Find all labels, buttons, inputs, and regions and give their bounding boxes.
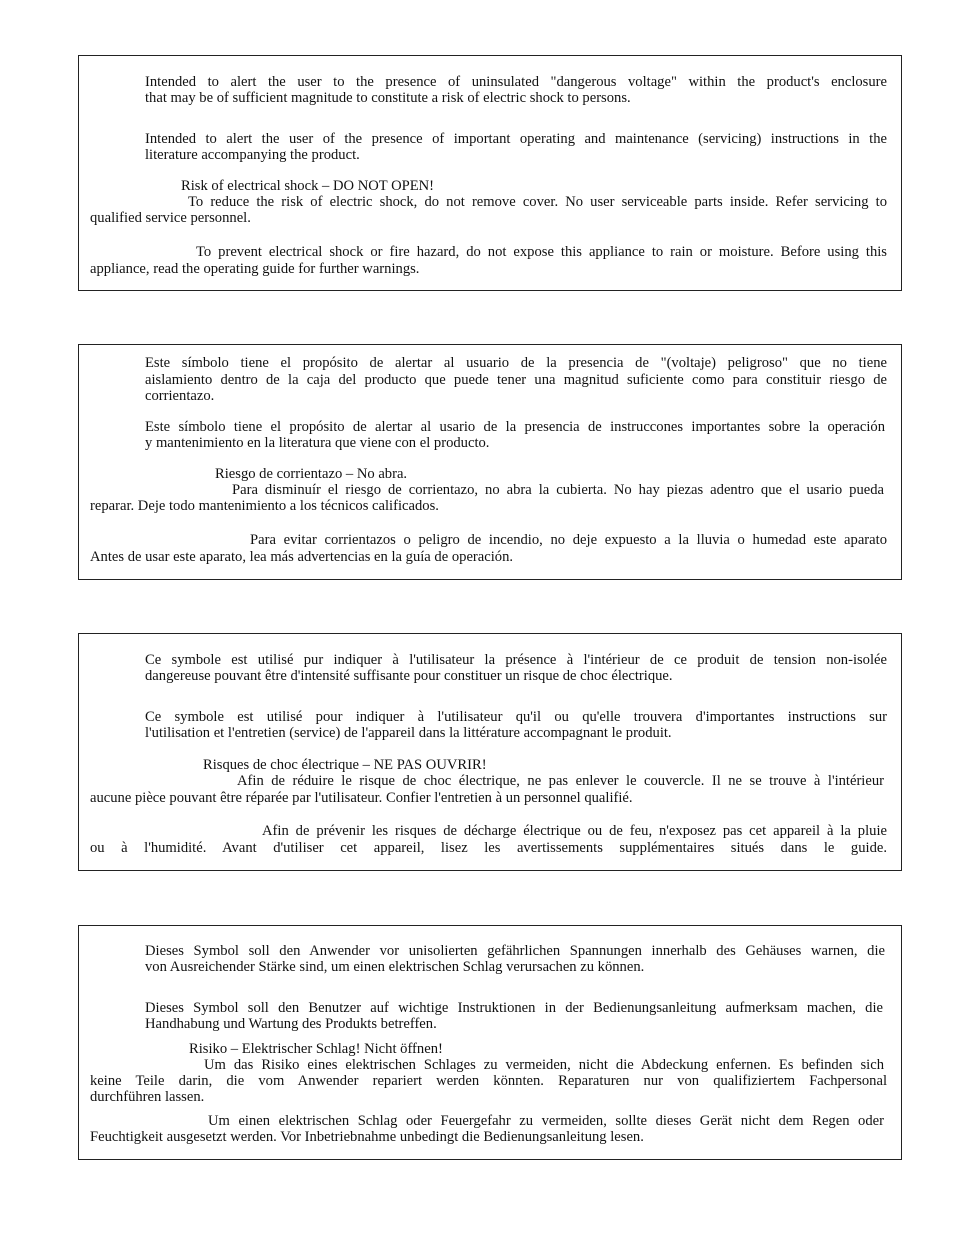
en-symbol-instructions-line-1: Intended to alert the user of the presence of important operating and maintenance (servicing) instructions in the (145, 131, 887, 147)
es-symbol-voltage-line-3: corrientazo. (145, 388, 215, 404)
en-symbol-voltage-line-1: Intended to alert the user to the presence of uninsulated "dangerous voltage" within the product's enclosure (145, 74, 887, 90)
fr-symbol-instructions-line-2: l'utilisation et l'entretien (service) de l'appareil dans la littérature accompagnant le produit. (145, 725, 672, 741)
es-symbol-instructions-line-2: y mantenimiento en la literatura que viene con el producto. (145, 435, 490, 451)
de-caution-line-3: durchführen lassen. (90, 1089, 205, 1105)
de-warning-line-1: Um einen elektrischen Schlag oder Feuergefahr zu vermeiden, sollte dieses Gerät nicht dem Regen oder (208, 1113, 884, 1129)
fr-warning-line-2: ou à l'humidité. Avant d'utiliser cet appareil, lisez les avertissements supplémentaires situés dans le guide. (90, 840, 887, 856)
en-warning-line-1: To prevent electrical shock or fire hazard, do not expose this appliance to rain or moisture. Before using this (196, 244, 887, 260)
es-symbol-instructions-line-1: Este símbolo tiene el propósito de alertar al usario de la presencia de instruccones importantes sobre la operación (145, 419, 885, 435)
es-warning-line-2: Antes de usar este aparato, lea más advertencias en la guía de operación. (90, 549, 514, 565)
de-symbol-voltage-line-1: Dieses Symbol soll den Anwender vor unisolierten gefährlichen Spannungen innerhalb des Gehäuses warnen, die (145, 943, 885, 959)
es-caution-line-1: Para disminuír el riesgo de corrientazo, no abra la cubierta. No hay piezas adentro que el usario pueda (232, 482, 884, 498)
fr-caution-line-1: Afin de réduire le risque de choc électrique, ne pas enlever le couvercle. Il ne se trouve à l'intérieur (237, 773, 884, 789)
de-symbol-voltage-line-2: von Ausreichender Stärke sind, um einen elektrischen Schlag verursachen zu können. (145, 959, 645, 975)
fr-caution-line-2: aucune pièce pouvant être réparée par l'utilisateur. Confier l'entretien à un personnel qualifié. (90, 790, 633, 806)
es-symbol-voltage-line-2: aislamiento dentro de la caja del producto que puede tener una magnitud suficiente como para constituir riesgo de (145, 372, 887, 388)
de-caution-line-2: keine Teile darin, die vom Anwender repariert werden könnten. Reparaturen nur von qualifiziertem Fachpersonal (90, 1073, 887, 1089)
de-caution-line-1: Um das Risiko eines elektrischen Schlages zu vermeiden, nicht die Abdeckung enfernen. Es befinden sich (204, 1057, 884, 1073)
fr-symbol-voltage-line-1: Ce symbole est utilisé pur indiquer à l'utilisateur la présence à l'intérieur de ce produit de tension non-isolée (145, 652, 887, 668)
de-symbol-instructions-line-2: Handhabung und Wartung des Produkts betreffen. (145, 1016, 437, 1032)
en-warning-line-2: appliance, read the operating guide for further warnings. (90, 261, 420, 277)
en-caution-line-1: To reduce the risk of electric shock, do not remove cover. No user serviceable parts inside. Refer servicing to (188, 194, 887, 210)
es-caution-heading: Riesgo de corrientazo – No abra. (215, 466, 408, 482)
en-caution-heading: Risk of electrical shock – DO NOT OPEN! (181, 178, 435, 194)
en-caution-line-2: qualified service personnel. (90, 210, 251, 226)
es-caution-line-2: reparar. Deje todo mantenimiento a los técnicos calificados. (90, 498, 439, 514)
es-warning-line-1: Para evitar corrientazos o peligro de incendio, no deje expuesto a la lluvia o humedad este aparato (250, 532, 887, 548)
fr-symbol-voltage-line-2: dangereuse pouvant être d'intensité suffisante pour constituer un risque de choc électrique. (145, 668, 673, 684)
en-symbol-instructions-line-2: literature accompanying the product. (145, 147, 360, 163)
de-symbol-instructions-line-1: Dieses Symbol soll den Benutzer auf wichtige Instruktionen in der Bedienungsanleitung aufmerksam machen, die (145, 1000, 883, 1016)
fr-caution-heading: Risques de choc électrique – NE PAS OUVRIR! (203, 757, 487, 773)
de-warning-line-2: Feuchtigkeit ausgesetzt werden. Vor Inbetriebnahme unbedingt die Bedienungsanleitung lesen. (90, 1129, 644, 1145)
de-caution-heading: Risiko – Elektrischer Schlag! Nicht öffnen! (189, 1041, 443, 1057)
fr-warning-line-1: Afin de prévenir les risques de décharge électrique ou de feu, n'exposez pas cet appareil à la pluie (262, 823, 887, 839)
en-symbol-voltage-line-2: that may be of sufficient magnitude to constitute a risk of electric shock to persons. (145, 90, 631, 106)
fr-symbol-instructions-line-1: Ce symbole est utilisé pour indiquer à l'utilisateur qu'il ou qu'elle trouvera d'importantes instructions sur (145, 709, 887, 725)
es-symbol-voltage-line-1: Este símbolo tiene el propósito de alertar al usuario de la presencia de "(voltaje) peligroso" que no tiene (145, 355, 887, 371)
